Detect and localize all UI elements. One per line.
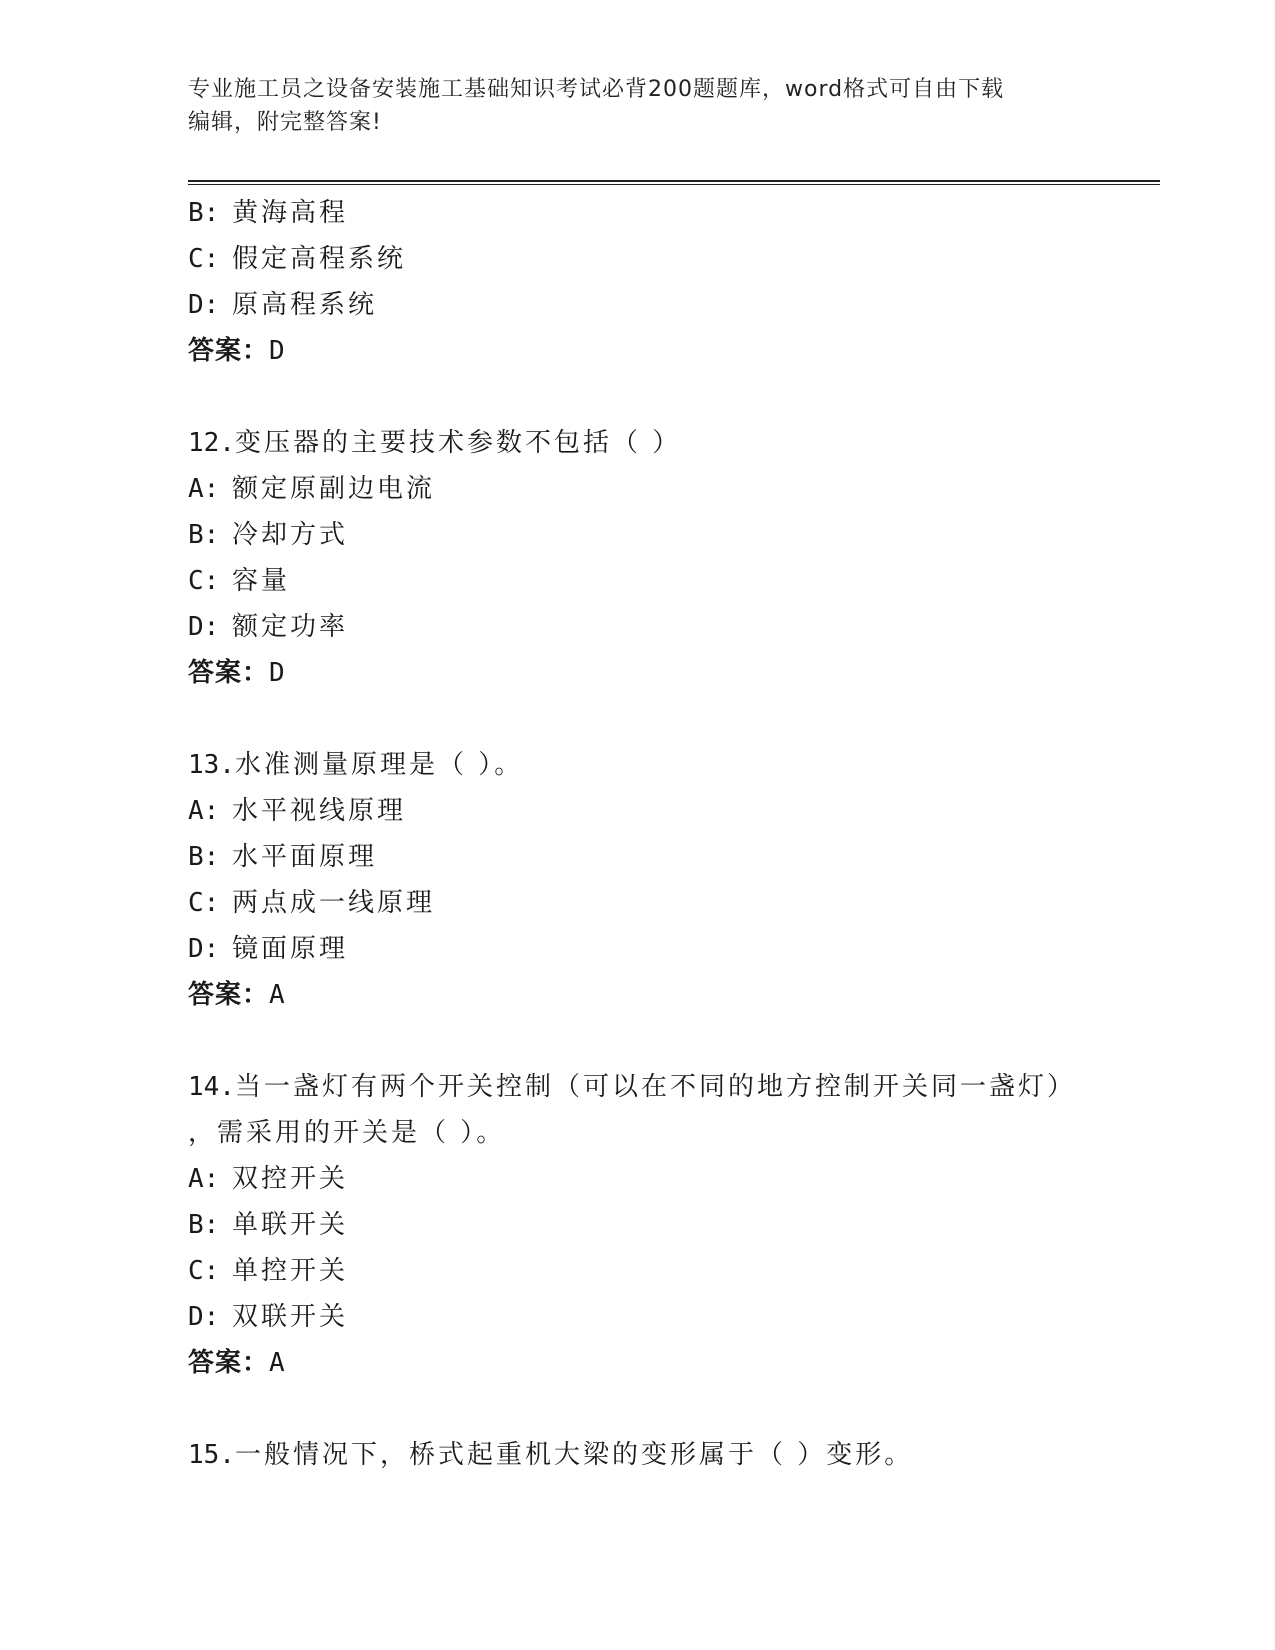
question-11-partial — [188, 190, 1148, 374]
option-label: D: — [188, 1302, 220, 1332]
question-stem — [188, 1064, 1148, 1110]
question-list — [188, 190, 1148, 1478]
answer-value: D — [269, 658, 286, 688]
option-label: C: — [188, 888, 220, 918]
answer-label: 答案： — [188, 1348, 270, 1378]
question-number: 14. — [188, 1072, 235, 1102]
question-13 — [188, 742, 1148, 1018]
header-line-1: 专业施工员之设备安装施工基础知识考试必背200题题库，word格式可自由下载 — [188, 77, 1005, 102]
answer-row — [188, 1340, 1148, 1386]
header-divider-thin — [188, 184, 1160, 185]
option-label: C: — [188, 244, 220, 274]
option-row — [188, 282, 1148, 328]
option-text: 冷却方式 — [232, 520, 349, 550]
option-text: 假定高程系统 — [232, 244, 407, 274]
option-label: A: — [188, 474, 220, 504]
option-row — [188, 880, 1148, 926]
document-header — [188, 73, 1068, 139]
option-label: B: — [188, 520, 220, 550]
question-stem-continued: ，需采用的开关是（ ）。 — [188, 1118, 506, 1148]
option-text: 单控开关 — [232, 1256, 349, 1286]
spacer — [188, 696, 1148, 742]
question-stem — [188, 1432, 1148, 1478]
answer-row — [188, 972, 1148, 1018]
option-row — [188, 1248, 1148, 1294]
spacer — [188, 1386, 1148, 1432]
question-text: 水准测量原理是（ ）。 — [234, 750, 524, 780]
question-stem — [188, 420, 1148, 466]
option-text: 单联开关 — [232, 1210, 349, 1240]
option-text: 水平视线原理 — [232, 796, 407, 826]
option-label: D: — [188, 612, 220, 642]
option-row — [188, 512, 1148, 558]
option-text: 水平面原理 — [232, 842, 378, 872]
option-label: A: — [188, 796, 220, 826]
answer-row — [188, 650, 1148, 696]
option-row — [188, 1294, 1148, 1340]
question-number: 15. — [188, 1440, 235, 1470]
option-label: B: — [188, 842, 220, 872]
answer-value: A — [269, 980, 286, 1010]
question-stem — [188, 742, 1148, 788]
option-text: 容量 — [232, 566, 291, 596]
option-text: 两点成一线原理 — [232, 888, 436, 918]
question-14 — [188, 1064, 1148, 1386]
question-text: 变压器的主要技术参数不包括（ ） — [234, 428, 682, 458]
option-label: B: — [188, 1210, 220, 1240]
option-label: A: — [188, 1164, 220, 1194]
answer-value: A — [269, 1348, 286, 1378]
header-divider — [188, 180, 1160, 182]
question-number: 13. — [188, 750, 235, 780]
option-label: C: — [188, 1256, 220, 1286]
option-row — [188, 604, 1148, 650]
option-row — [188, 558, 1148, 604]
option-row — [188, 466, 1148, 512]
answer-row — [188, 328, 1148, 374]
option-text: 镜面原理 — [232, 934, 349, 964]
option-text: 额定功率 — [232, 612, 349, 642]
option-text: 原高程系统 — [232, 290, 378, 320]
option-text: 双联开关 — [232, 1302, 349, 1332]
option-label: C: — [188, 566, 220, 596]
answer-label: 答案： — [188, 336, 270, 366]
option-text: 黄海高程 — [232, 198, 349, 228]
question-number: 12. — [188, 428, 235, 458]
option-row — [188, 926, 1148, 972]
option-text: 额定原副边电流 — [232, 474, 436, 504]
option-row — [188, 788, 1148, 834]
header-line-2: 编辑，附完整答案! — [188, 110, 382, 135]
option-row — [188, 236, 1148, 282]
option-label: B: — [188, 198, 220, 228]
question-text: 当一盏灯有两个开关控制（可以在不同的地方控制开关同一盏灯） — [234, 1072, 1076, 1102]
option-text: 双控开关 — [232, 1164, 349, 1194]
question-15 — [188, 1432, 1148, 1478]
answer-label: 答案： — [188, 980, 270, 1010]
spacer — [188, 1018, 1148, 1064]
option-row — [188, 1156, 1148, 1202]
answer-label: 答案： — [188, 658, 270, 688]
option-row — [188, 1202, 1148, 1248]
option-row — [188, 834, 1148, 880]
spacer — [188, 374, 1148, 420]
answer-value: D — [269, 336, 286, 366]
question-12 — [188, 420, 1148, 696]
question-text: 一般情况下，桥式起重机大梁的变形属于（ ）变形。 — [234, 1440, 914, 1470]
option-label: D: — [188, 290, 220, 320]
option-label: D: — [188, 934, 220, 964]
option-row — [188, 190, 1148, 236]
